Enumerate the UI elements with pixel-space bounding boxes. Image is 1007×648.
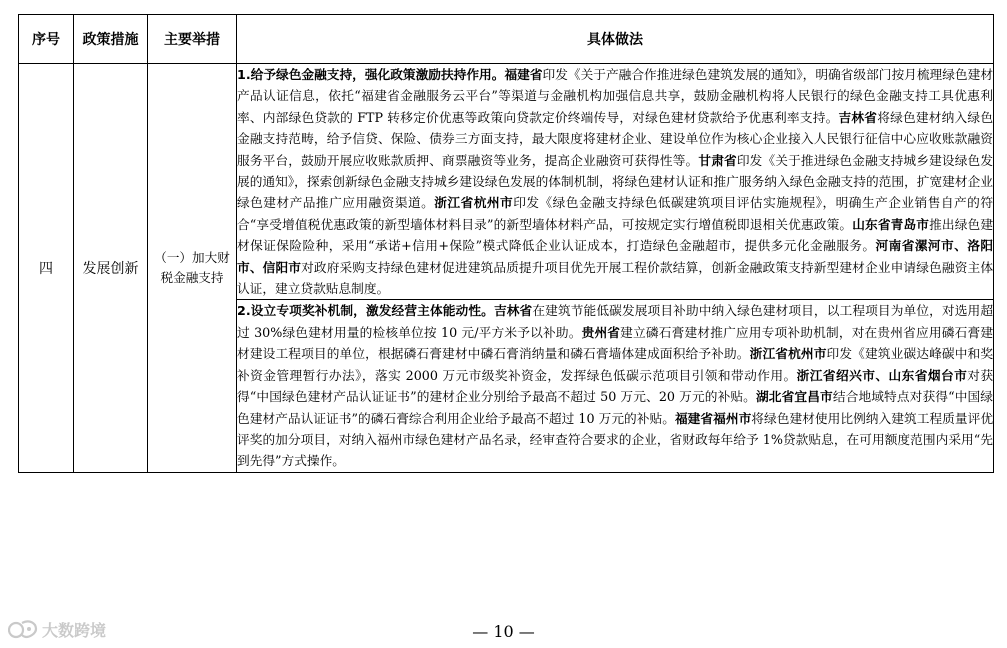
bold-text-segment: 1.给予绿色金融支持，强化政策激励扶持作用。	[237, 67, 505, 82]
watermark-text: 大数跨境	[42, 621, 107, 640]
bold-text-segment: 甘肃省	[698, 152, 737, 168]
header-row	[19, 15, 994, 64]
text-segment: 印发《绿色金融支持绿色低碳建筑项目评估实施规程》，明确生产企业销售自产的符合“享受增值税优惠政策的新型墙体材料目录”的新型墙体材料产品，可按规定实行增值税即退相关优惠政策。	[237, 195, 994, 232]
policy-table	[18, 14, 994, 473]
bold-text-segment: 河南省漯河市、洛阳市、信阳市	[237, 238, 994, 275]
detail-item-2	[237, 300, 994, 472]
text-segment: 建立磷石膏建材推广应用专项补助机制，对在贵州省应用磷石膏建材建设工程项目的单位，根据磷石膏建材中磷石膏消纳量和磷石膏墙体建成面积给予补助。	[237, 324, 994, 362]
row-category: 发展创新	[74, 64, 148, 473]
text-segment: 对获得“中国绿色建材产品认证证书”的建材企业分别给予最高不超过 50 万元、20 万元的补贴。	[237, 367, 994, 405]
text-segment: 印发《关于产融合作推进绿色建筑发展的通知》，明确省级部门按月梳理绿色建材产品认证信息，依托“福建省金融服务云平台”等渠道与金融机构加强信息共享，鼓励金融机构将人民银行的绿色金融支持工具优惠利率、内部绿色贷款的 FTP 转移定价优惠等政策向贷款定价终端传导，对绿色建材贷款给予优惠利率支持。	[237, 67, 994, 125]
bold-text-segment: 吉林省	[493, 303, 533, 319]
text-segment: 印发《建筑业碳达峰碳中和奖补资金管理暂行办法》，落实 2000 万元市级奖补资金，发挥绿色低碳示范项目引领和带动作用。	[237, 346, 994, 383]
text-segment: 对政府采购支持绿色建材促进建筑品质提升项目优先开展工程价款结算，创新金融政策支持新型建材企业申请绿色融资主体认证，建立贷款贴息制度。	[237, 259, 994, 297]
header-number: 序号	[19, 15, 74, 64]
row-measure: （一）加大财税金融支持	[148, 64, 237, 473]
header-measure: 主要举措	[148, 15, 237, 64]
page-number: — 10 —	[472, 622, 535, 641]
text-segment: 将绿色建材纳入绿色金融支持范畴，给予信贷、保险、债券三方面支持，最大限度将建材企业、建设单位作为核心企业接入人民银行征信中心应收账款融资服务平台，鼓励开展应收账款质押、商票融资等业务，提高企业融资可获得性等。	[237, 109, 994, 168]
bold-text-segment: 福建省	[504, 67, 543, 82]
bold-text-segment: 福建省福州市	[674, 410, 752, 426]
bold-text-segment: 浙江省绍兴市、山东省烟台市	[796, 367, 968, 383]
detail-item-1	[237, 64, 994, 300]
bold-text-segment: 山东省青岛市	[852, 216, 930, 232]
text-segment: 印发《关于推进绿色金融支持城乡建设绿色发展的通知》，探索创新绿色金融支持城乡建设绿色发展的体制机制，将绿色建材认证和推广服务纳入绿色金融支持的范围，扩宽建材企业绿色建材产品推广应用融资渠道。	[237, 152, 994, 211]
bold-text-segment: 2.设立专项奖补机制，激发经营主体能动性。	[237, 303, 494, 319]
text-segment: 将绿色建材使用比例纳入建筑工程质量评优评奖的加分项目，对纳入福州市绿色建材产品名录，经审查符合要求的企业，省财政每年给予 1%贷款贴息，在可用额度范围内采用“先到先得”方式操作。	[237, 410, 994, 469]
text-segment: 在建筑节能低碳发展项目补助中纳入绿色建材项目，以工程项目为单位，对选用超过 30%绿色建材用量的检核单位按 10 元/平方米予以补助。	[237, 303, 994, 340]
header-policy: 政策措施	[74, 15, 148, 64]
header-detail: 具体做法	[237, 15, 994, 64]
bold-text-segment: 浙江省杭州市	[749, 346, 827, 362]
text-segment: 推出绿色建材保证保险险种，采用“承诺+信用+保险”模式降低企业认证成本，打造绿色金融超市，提供多元化金融服务。	[237, 216, 993, 254]
bold-text-segment: 浙江省杭州市	[434, 195, 514, 211]
row-number: 四	[19, 64, 74, 473]
text-segment: 结合地域特点对获得“中国绿色建材产品认证证书”的磷石膏综合利用企业给予最高不超过 10 万元的补贴。	[237, 389, 993, 426]
table-row	[19, 64, 994, 300]
bold-text-segment: 吉林省	[838, 109, 878, 125]
bold-text-segment: 湖北省宜昌市	[755, 389, 833, 405]
bold-text-segment: 贵州省	[581, 324, 621, 340]
